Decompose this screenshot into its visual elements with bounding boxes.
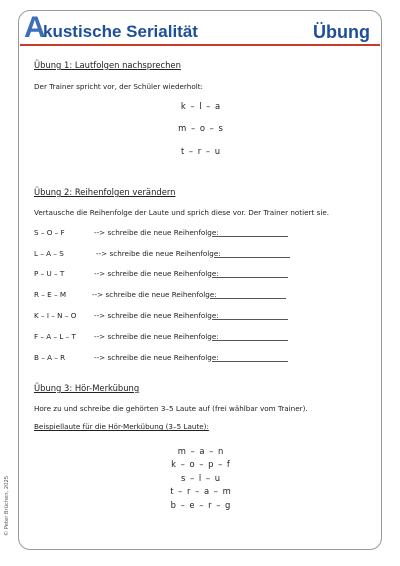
letter-sequence: B – A – R [34, 353, 66, 362]
rewrite-instruction: --> schreibe die neue Reihenfolge: [94, 311, 219, 320]
letter-sequence: K – I – N – O [34, 311, 77, 320]
letter-sequence: F – A – L – T [34, 332, 76, 341]
exercise2-row [34, 228, 368, 238]
exercise3-line: k – o – p – f [171, 459, 231, 469]
page-title: kustische Serialität [43, 22, 198, 41]
exercise2-instruction: Vertausche die Reihenfolge der Laute und sprich diese vor. Der Trainer notiert sie. [34, 208, 330, 217]
letter-sequence: S – O – F [34, 228, 65, 237]
exercise3-line: s – l – u [180, 473, 222, 483]
exercise2-row [34, 353, 368, 363]
title-initial: A [24, 11, 46, 44]
answer-blank[interactable] [212, 228, 288, 237]
exercise2-row [34, 269, 368, 279]
exercise3-line: m – a – n [177, 446, 225, 456]
answer-blank[interactable] [212, 332, 288, 341]
exercise3-heading: Übung 3: Hör-Merkübung [34, 383, 140, 393]
exercise1-heading: Übung 1: Lautfolgen nachsprechen [34, 60, 181, 70]
header-divider [20, 44, 380, 46]
copyright-notice: © Peter Brüchen, 2025 [4, 475, 10, 536]
rewrite-instruction: --> schreibe die neue Reihenfolge: [94, 332, 219, 341]
header [24, 11, 376, 46]
exercise2-row [34, 332, 368, 342]
letter-sequence: L – A – S [34, 249, 64, 258]
exercise3-line: b – e – r – g [170, 500, 232, 510]
answer-blank[interactable] [212, 311, 288, 320]
exercise2-row [34, 311, 368, 321]
letter-sequence: R – E – M [34, 290, 67, 299]
exercise1-instruction: Der Trainer spricht vor, der Schüler wiederholt: [34, 82, 203, 91]
rewrite-instruction: --> schreibe die neue Reihenfolge: [94, 228, 219, 237]
exercise1-line: t – r – u [180, 146, 222, 156]
exercise3-subheading: Beispiellaute für die Hör-Merkübung (3–5 Laute): [34, 422, 209, 431]
exercise1-line: k – l – a [180, 101, 222, 111]
exercise2-row [34, 290, 368, 300]
answer-blank[interactable] [210, 290, 286, 299]
answer-blank[interactable] [212, 269, 288, 278]
rewrite-instruction: --> schreibe die neue Reihenfolge: [92, 290, 217, 299]
exercise2-row [34, 249, 368, 259]
answer-blank[interactable] [214, 249, 290, 258]
exercise1-line: m – o – s [178, 123, 224, 133]
exercise3-instruction: Hore zu und schreibe die gehörten 3–5 Laute auf (frei wählbar vom Trainer). [34, 404, 308, 413]
rewrite-instruction: --> schreibe die neue Reihenfolge: [94, 269, 219, 278]
page-type-label: Übung [313, 22, 370, 42]
letter-sequence: P – U – T [34, 269, 65, 278]
answer-blank[interactable] [212, 353, 288, 362]
exercise3-line: t – r – a – m [170, 486, 232, 496]
exercise2-heading: Übung 2: Reihenfolgen verändern [34, 187, 176, 197]
rewrite-instruction: --> schreibe die neue Reihenfolge: [96, 249, 221, 258]
rewrite-instruction: --> schreibe die neue Reihenfolge: [94, 353, 219, 362]
